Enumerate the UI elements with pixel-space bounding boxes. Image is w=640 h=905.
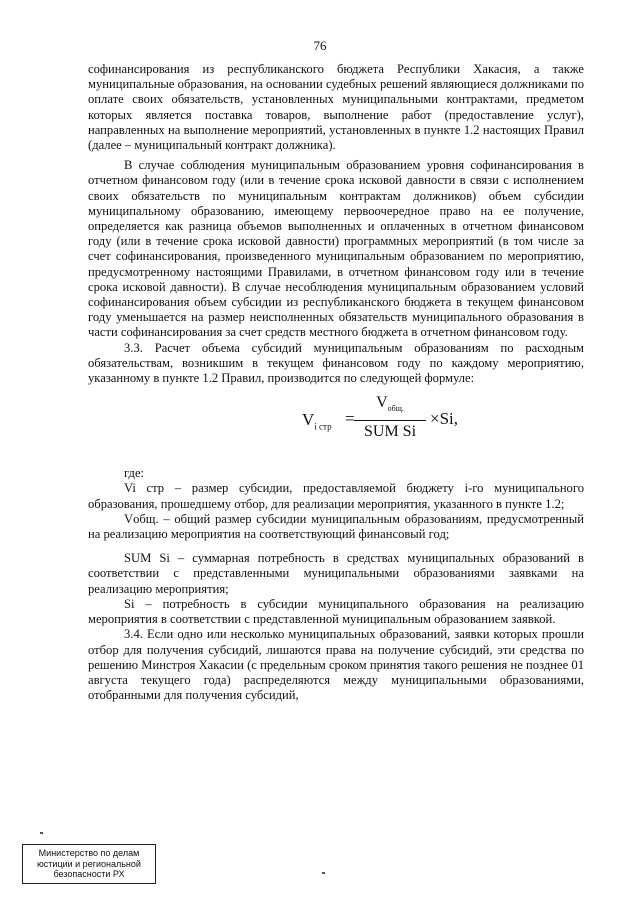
formula-num-sub: общ. — [387, 404, 404, 414]
paragraph-3-4: 3.4. Если одно или несколько муниципальных образований, заявки которых прошли отбор для получения субсидий, лишаются права на получение субсидий, эти средства по решению Минстроя Хакасии (с предельным сроком принятия такого решения не позднее 01 августа текущего года) распределяются между муниципальными образованиями, отобранными для получения субсидий, — [88, 627, 584, 703]
formula-lhs-main: V — [302, 410, 315, 430]
paragraph-2: В случае соблюдения муниципальным образованием уровня софинансирования в отчетном финансовом году (или в течение срока исковой давности в связи с исполнением своих обязательств по муниципальным контрактам должников) объем субсидии муниципальному образованию, имеющему первоочередное право на ее получение, определяется как разница объемов выполненных и оплаченных в отчетном финансовом году (или в течение срока исковой давности) программных мероприятий (в том числе за счет софинансирования, произведенного муниципальным образованием по мероприятию, предусмотренному настоящими Правилами, в отчетном финансовом году или в течение срока исковой давности). В случае несоблюдения муниципальным образованием условий софинансирования объем субсидии из республиканского бюджета в текущем финансовом году уменьшается на размер неисполненных обязательств муниципального образования в части софинансирования за счет средств местного бюджета в отчетном финансовом году. — [88, 158, 584, 340]
definition-vi: Vi стр – размер субсидии, предоставляемой бюджету i-го муниципального образования, прошедшему отбор, для реализации мероприятия, указанного в пункте 1.2; — [88, 481, 584, 511]
formula-num-main: V — [376, 394, 388, 412]
formula-numerator — [354, 395, 426, 416]
definition-si: Si – потребность в субсидии муниципального образования на реализацию мероприятия в соответствии с представленной муниципальным образованием заявкой. — [88, 596, 584, 627]
definition-sum-si: SUM Si – суммарная потребность в средствах муниципальных образований в соответствии с представленными муниципальными образованиями заявками на реализацию мероприятия; — [88, 551, 584, 596]
definition-vtotal: Vобщ. – общий размер субсидии муниципальным образованиям, предусмотренный на реализацию мероприятия на соответствующий финансовый год; — [88, 511, 584, 542]
paragraph-1: софинансирования из республиканского бюджета Республики Хакасия, а также муниципальные образования, на основании судебных решений являющиеся должниками по оплате своих обязательств, установленных муниципальными контрактами, предметом которых является поставка товаров, выполнение работ (предоставление услуг), направленных на выполнение мероприятий, установленных в пункте 1.2 настоящих Правил (далее – муниципальный контракт должника). — [88, 62, 584, 153]
stamp-line-1: Министерство по делам — [38, 848, 140, 858]
where-label: где: — [124, 466, 145, 481]
ministry-stamp — [22, 844, 156, 884]
formula-equals: = — [345, 409, 355, 429]
subsidy-formula — [88, 390, 584, 466]
paragraph-3-3: 3.3. Расчет объема субсидий муниципальным образованиям по расходным обязательствам, возникшим в текущем финансовом году по каждому мероприятию, указанному в пункте 1.2 Правил, производится по следующей формуле: — [88, 340, 584, 386]
scan-speck — [322, 872, 325, 874]
page-number: 76 — [313, 38, 327, 53]
formula-denominator: SUM Si — [363, 423, 417, 441]
formula-lhs — [302, 412, 332, 435]
stamp-line-3: безопасности РХ — [53, 869, 125, 879]
document-body — [88, 62, 584, 703]
formula-rhs: ×Si, — [430, 409, 459, 429]
formula-lhs-sub: i стр — [314, 421, 332, 432]
scan-speck — [40, 832, 43, 834]
stamp-line-2: юстиции и региональной — [37, 858, 141, 869]
formula-fraction-bar — [354, 420, 426, 421]
